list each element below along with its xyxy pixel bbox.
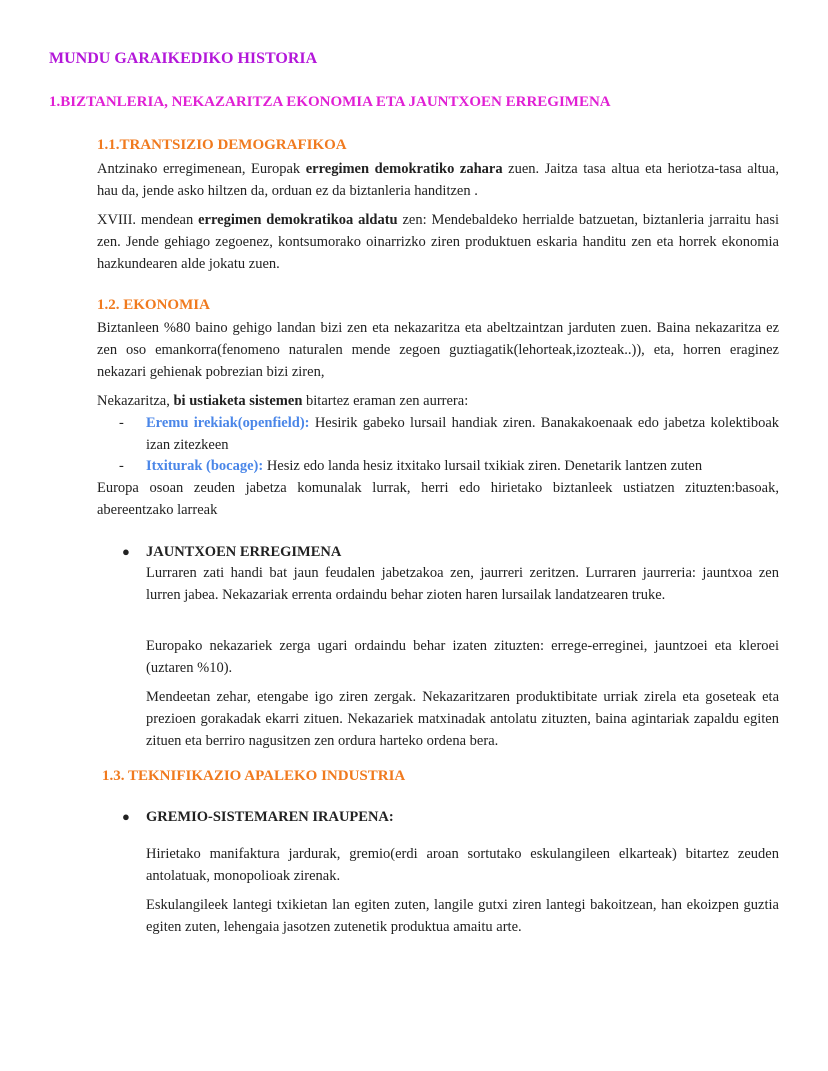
text-span: zuen. Jaitza tasa altua eta heriotza-tasa altua, hau da, jende asko hiltzen da, orduan ez da biztanleria handitzen .	[97, 161, 779, 199]
text-span: bitartez eraman zen aurrera:	[302, 393, 469, 409]
text-span: XVIII. mendean	[97, 212, 199, 228]
jauntxoen-paragraph-1: Lurraren zati handi bat jaun feudalen jabetzakoa zen, jaurreri zeritzen. Lurraren jaurreria: jauntxoa zen lurren jabea. Nekazariak errenta ordaindu behar zioten haren lursailak landatzearen truke.	[146, 565, 779, 603]
section-1-2-heading: 1.2. EKONOMIA	[97, 297, 210, 313]
text-span: Hesiz edo landa hesiz itxitako lursail txikiak ziren. Denetarik lantzen zuten	[263, 458, 703, 474]
section-1-2-paragraph-3: Europa osoan zeuden jabetza komunalak lurrak, herri edo hirietako biztanleek ustiatzen zituzten:basoak, abereentzako larreak	[97, 480, 779, 518]
section-1-2-paragraph-1: Biztanleen %80 baino gehigo landan bizi zen eta nekazaritza eta abeltzaintzan jarduten zuen. Baina nekazaritza ez zen oso emankorra(fenomeno naturalen mende zegoen guztiagatik(lehorteak,izozteak..)), eta, horren eraginez nekazari gehienak pobrezian bizi ziren,	[97, 320, 779, 380]
term-bocage: Itxiturak (bocage):	[146, 458, 264, 474]
text-span: zen: Mendebaldeko herrialde batzuetan, biztanleria jarraitu hasi zen. Jende gehiago zegoenez, kontsumorako oinarrizko ziren produktuen eskaria handitu zen eta horrek ekonomia hazkundearen alde jokatu zuen.	[97, 212, 780, 272]
document-title: MUNDU GARAIKEDIKO HISTORIA	[49, 50, 318, 67]
text-span: Hesirik gabeko lursail handiak ziren. Banakakoenaak edo jabetza kolektiboak izan zitezkeen	[146, 415, 780, 453]
bold-term: bi ustiaketa sistemen	[173, 393, 303, 409]
jauntxoen-paragraph-3: Mendeetan zehar, etengabe igo ziren zergak. Nekazaritzaren produktibitate urriak zirela eta goseteak eta prezioen gorakadak ekarri zituen. Nekazariek matxinadak antolatu zituzten, baina agintariak zapaldu egiten zituen eta berriro nagusitzen zen ordura harteko ordena bera.	[146, 689, 779, 749]
dash-marker: -	[119, 458, 124, 474]
bold-term: erregimen demokratiko zahara	[305, 161, 503, 177]
section-1-heading: 1.BIZTANLERIA, NEKAZARITZA EKONOMIA ETA JAUNTXOEN ERREGIMENA	[49, 94, 611, 110]
gremio-paragraph-2: Eskulangileek lantegi txikietan lan egiten zuten, langile gutxi ziren lantegi bakoitzean, han ekoizpen guztia egiten zuten, lehengaia jasotzen zutenetik produktua amaitu arte.	[146, 897, 779, 935]
gremio-paragraph-1: Hirietako manifaktura jardurak, gremio(erdi aroan sortutako eskulangileen elkarteak) bitartez zeuden antolatuak, monopolioak zirenak.	[146, 846, 779, 884]
bullet-heading-text: GREMIO-SISTEMAREN IRAUPENA:	[146, 809, 394, 825]
section-1-1-paragraph-2	[97, 209, 779, 275]
list-item	[97, 455, 779, 477]
section-1-3-heading: 1.3. TEKNIFIKAZIO APALEKO INDUSTRIA	[102, 768, 406, 784]
bullet-heading-text: JAUNTXOEN ERREGIMENA	[146, 544, 342, 560]
section-1-1-heading: 1.1.TRANTSIZIO DEMOGRAFIKOA	[97, 137, 347, 153]
bold-term: erregimen demokratikoa aldatu	[198, 212, 398, 228]
text-span: Nekazaritza,	[97, 393, 174, 409]
term-openfield: Eremu irekiak(openfield):	[146, 415, 310, 431]
text-span: Antzinako erregimenean, Europak	[97, 161, 306, 177]
list-item-text	[146, 412, 779, 456]
section-1-2-paragraph-2	[97, 390, 779, 412]
list-item	[97, 412, 779, 456]
section-1-1-paragraph-1	[97, 158, 779, 202]
bullet-icon: ●	[122, 809, 130, 824]
jauntxoen-heading	[122, 541, 341, 563]
dash-marker: -	[119, 415, 124, 431]
gremio-heading	[122, 806, 394, 828]
jauntxoen-paragraph-2: Europako nekazariek zerga ugari ordaindu behar izaten zituzten: errege-erreginei, jauntzoei eta kleroei (uztaren %10).	[146, 638, 779, 676]
list-item-text	[146, 455, 779, 477]
bullet-icon: ●	[122, 544, 130, 559]
